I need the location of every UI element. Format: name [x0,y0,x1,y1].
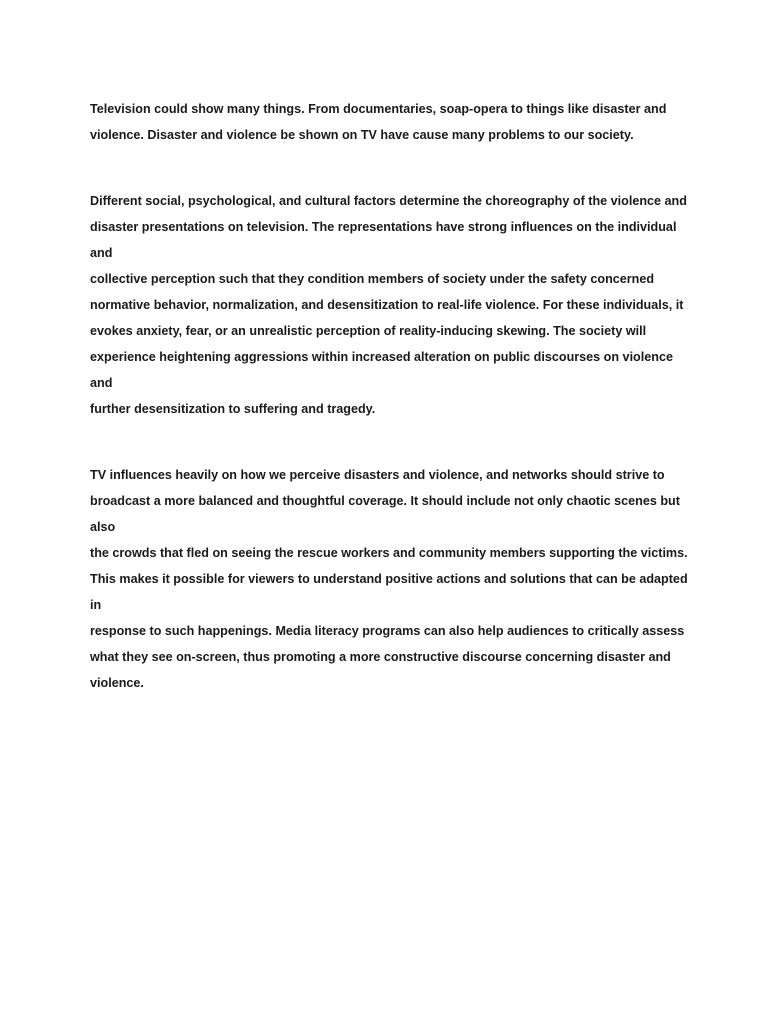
paragraph-conclusion [90,462,688,696]
paragraph-line: collective perception such that they condition members of society under the safety concerned [90,272,655,286]
paragraph-line: violence. [90,676,144,690]
paragraph-line: This makes it possible for viewers to understand positive actions and solutions that can be adapted in [90,572,688,612]
paragraph-intro [90,96,688,148]
paragraph-line: what they see on-screen, thus promoting a more constructive discourse concerning disaster and [90,650,671,664]
document-body [90,96,688,696]
paragraph-line: further desensitization to suffering and tragedy. [90,402,376,416]
paragraph-line: disaster presentations on television. The representations have strong influences on the individual and [90,220,677,260]
paragraph-line: Television could show many things. From documentaries, soap-opera to things like disaster and [90,102,667,116]
paragraph-line: TV influences heavily on how we perceive disasters and violence, and networks should strive to [90,468,665,482]
paragraph-line: Different social, psychological, and cultural factors determine the choreography of the violence and [90,194,687,208]
paragraph-line: broadcast a more balanced and thoughtful coverage. It should include not only chaotic scenes but also [90,494,680,534]
paragraph-line: response to such happenings. Media literacy programs can also help audiences to critically assess [90,624,685,638]
paragraph-factors [90,188,688,422]
paragraph-line: the crowds that fled on seeing the rescue workers and community members supporting the victims. [90,546,688,560]
paragraph-line: evokes anxiety, fear, or an unrealistic perception of reality-inducing skewing. The society will [90,324,647,338]
paragraph-line: violence. Disaster and violence be shown on TV have cause many problems to our society. [90,128,634,142]
paragraph-line: normative behavior, normalization, and desensitization to real-life violence. For these individuals, it [90,298,684,312]
paragraph-line: experience heightening aggressions within increased alteration on public discourses on violence and [90,350,673,390]
